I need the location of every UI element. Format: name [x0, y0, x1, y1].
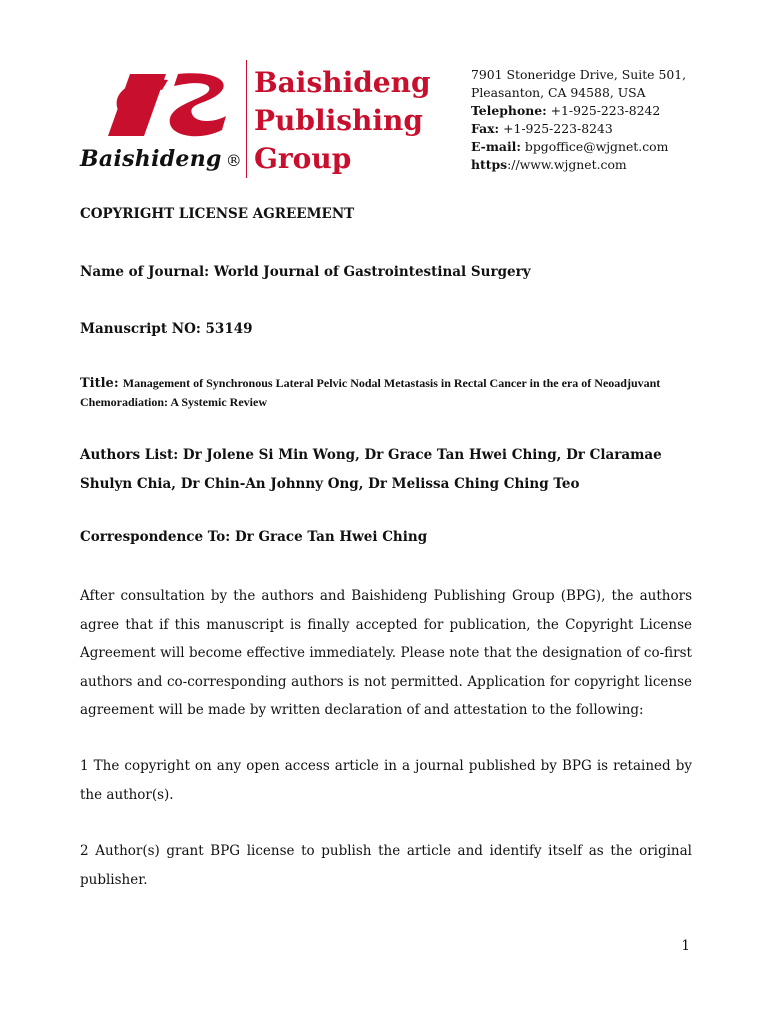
- manuscript-title: [80, 374, 692, 412]
- title-label: Title:: [80, 376, 119, 391]
- clause-1: 1 The copyright on any open access article in a journal published by BPG is retained by the author(s).: [80, 758, 692, 803]
- publisher-logo: [80, 60, 431, 180]
- web-value[interactable]: ://www.wjgnet.com: [507, 157, 627, 172]
- logo-script-text: Baishideng: [80, 146, 222, 172]
- clause-2: 2 Author(s) grant BPG license to publish the article and identify itself as the original publisher.: [80, 843, 692, 888]
- logo-script-name: [80, 146, 242, 172]
- web-label: https: [471, 157, 508, 172]
- journal-name: Name of Journal: World Journal of Gastrointestinal Surgery: [80, 264, 531, 280]
- fax-label: Fax:: [471, 121, 500, 136]
- email-label: E-mail:: [471, 139, 521, 154]
- registered-mark: ®: [225, 151, 243, 170]
- address-street: 7901 Stoneridge Drive, Suite 501,: [471, 67, 687, 82]
- logo-name-line: Baishideng: [254, 66, 431, 99]
- telephone-value: +1-925-223-8242: [550, 103, 661, 118]
- address-fax: [471, 120, 686, 138]
- agreement-paragraph: After consultation by the authors and Baishideng Publishing Group (BPG), the authors agree that if this manuscript is finally accepted for publication, the Copyright License Agreement will become effective immediately. Please note that the designation of co-first authors and co-corresponding authors is not permitted. Application for copyright license agreement will be made by written declaration of and attestation to the following:: [80, 588, 692, 718]
- address-city: Pleasanton, CA 94588, USA: [471, 85, 646, 100]
- logo-name-line: Group: [254, 142, 352, 175]
- authors-list: Authors List: Dr Jolene Si Min Wong, Dr Grace Tan Hwei Ching, Dr Claramae Shulyn Chia, Dr Chin-An Johnny Ong, Dr Melissa Ching Ching Teo: [80, 447, 662, 492]
- fax-value: +1-925-223-8243: [503, 121, 613, 136]
- logo-publisher-name: [254, 64, 431, 178]
- address-web: [471, 156, 686, 174]
- logo-name-line: Publishing: [254, 104, 423, 137]
- logo-divider: [246, 60, 247, 178]
- page-number: 1: [681, 938, 690, 954]
- publisher-address: [471, 66, 686, 174]
- telephone-label: Telephone:: [471, 103, 547, 118]
- bs-logo-mark-icon: [108, 70, 233, 140]
- address-telephone: [471, 102, 686, 120]
- manuscript-number: Manuscript NO: 53149: [80, 321, 253, 337]
- address-email: [471, 138, 686, 156]
- title-text: Management of Synchronous Lateral Pelvic Nodal Metastasis in Rectal Cancer in the era of Neoadjuvant Chemoradiation: A Systemic Review: [80, 376, 661, 409]
- document-heading: COPYRIGHT LICENSE AGREEMENT: [80, 206, 355, 222]
- correspondence: Correspondence To: Dr Grace Tan Hwei Ching: [80, 529, 428, 545]
- email-value[interactable]: bpgoffice@wjgnet.com: [524, 139, 669, 154]
